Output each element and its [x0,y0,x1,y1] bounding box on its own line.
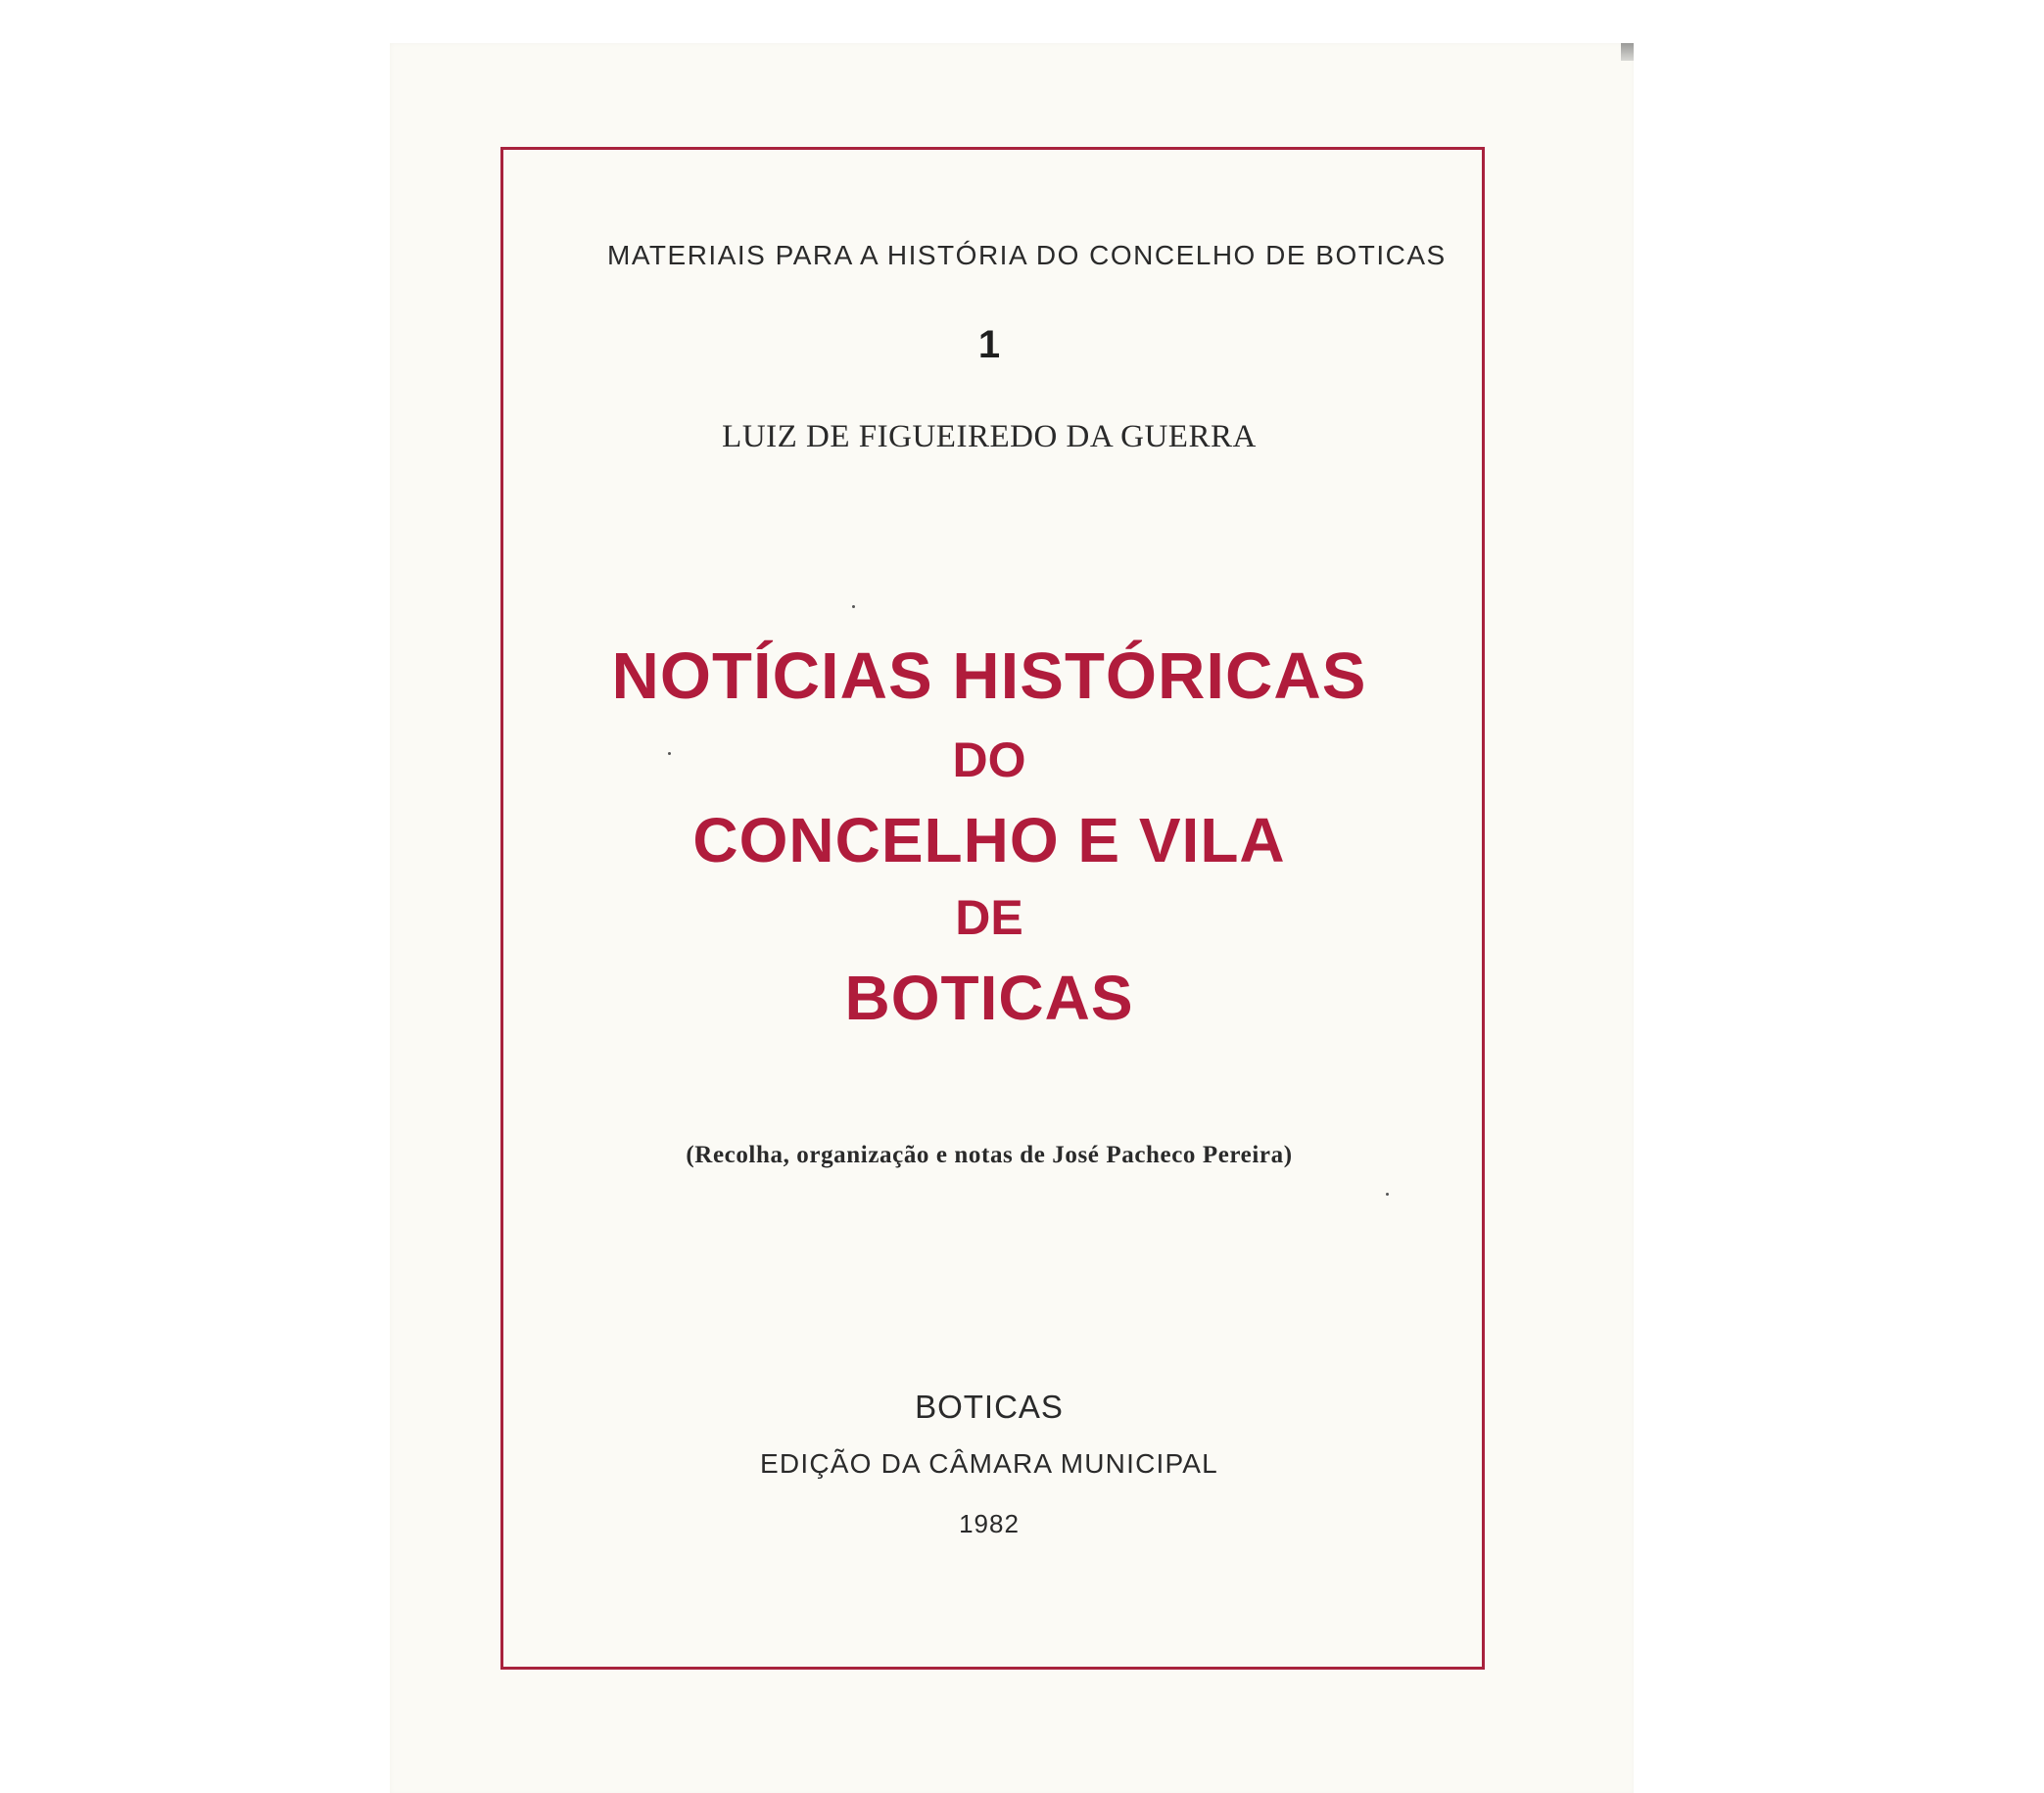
paper-speck [668,752,671,755]
title-line-3: CONCELHO E VILA [692,805,1286,875]
title-line-5: BOTICAS [844,963,1134,1033]
volume-number: 1 [977,323,1001,366]
editor-note: (Recolha, organização e notas de José Pacheco Pereira) [686,1142,1293,1168]
publication-place: BOTICAS [915,1389,1064,1425]
publication-year: 1982 [959,1509,1020,1538]
paper-speck [1386,1193,1389,1196]
publisher-name: EDIÇÃO DA CÂMARA MUNICIPAL [760,1448,1218,1479]
title-line-4: DE [955,890,1023,945]
author-name: LUIZ DE FIGUEIREDO DA GUERRA [722,419,1257,454]
paper-speck [852,605,855,608]
title-line-1: NOTÍCIAS HISTÓRICAS [611,639,1367,713]
series-title: MATERIAIS PARA A HISTÓRIA DO CONCELHO DE BOTICAS [607,240,1447,270]
cover-corner-shadow [1621,43,1634,61]
title-line-2: DO [952,732,1026,787]
